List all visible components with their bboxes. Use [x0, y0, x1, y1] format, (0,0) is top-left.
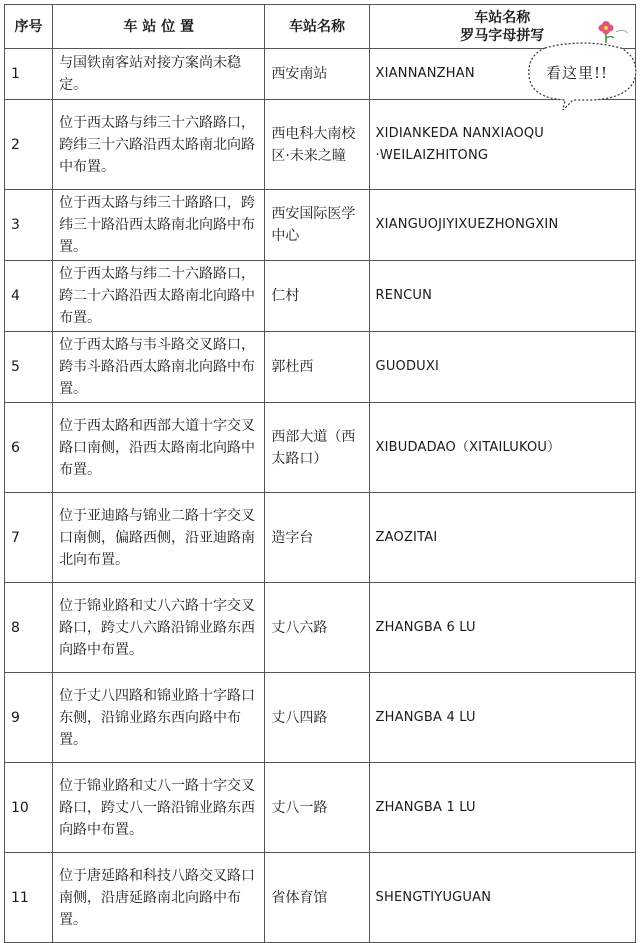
row-no: 6: [5, 403, 53, 493]
row-location: 位于西太路与纬二十六路路口，跨二十六路沿西太路南北向路中布置。: [53, 261, 265, 332]
table-row: [5, 493, 636, 583]
table-row: [5, 190, 636, 261]
row-station-name: 造字台: [265, 493, 369, 583]
header-location: 车 站 位 置: [53, 5, 265, 49]
header-pinyin-line2: 罗马字母拼写: [460, 27, 545, 44]
row-no: 7: [5, 493, 53, 583]
row-pinyin: ZHANGBA 6 LU: [369, 583, 635, 673]
row-no: 3: [5, 190, 53, 261]
row-pinyin: XIBUDADAO（XITAILUKOU）: [369, 403, 635, 493]
row-no: 2: [5, 100, 53, 190]
row-pinyin: XIANGUOJIYIXUEZHONGXIN: [369, 190, 635, 261]
row-station-name: 丈八一路: [265, 763, 369, 853]
row-station-name: 省体育馆: [265, 853, 369, 943]
row-no: 1: [5, 49, 53, 100]
header-pinyin-line1: 车站名称: [474, 9, 531, 26]
row-location: 位于西太路与韦斗路交叉路口，跨韦斗路沿西太路南北向路中布置。: [53, 332, 265, 403]
header-no: 序号: [5, 5, 53, 49]
row-pinyin: ZHANGBA 1 LU: [369, 763, 635, 853]
row-station-name: 西安南站: [265, 49, 369, 100]
row-pinyin: RENCUN: [369, 261, 635, 332]
row-location: 位于亚迪路与锦业二路十字交叉口南侧，偏路西侧，沿亚迪路南北向布置。: [53, 493, 265, 583]
row-location: 与国铁南客站对接方案尚未稳定。: [53, 49, 265, 100]
row-location: 位于西太路与纬三十六路路口，跨纬三十六路沿西太路南北向路中布置。: [53, 100, 265, 190]
row-station-name: 郭杜西: [265, 332, 369, 403]
row-station-name: 西安国际医学中心: [265, 190, 369, 261]
row-no: 9: [5, 673, 53, 763]
row-location: 位于锦业路和丈八六路十字交叉路口，跨丈八六路沿锦业路东西向路中布置。: [53, 583, 265, 673]
row-pinyin: ZHANGBA 4 LU: [369, 673, 635, 763]
table-row: [5, 403, 636, 493]
header-name: 车站名称: [265, 5, 369, 49]
row-location: 位于唐延路和科技八路交叉路口南侧，沿唐延路南北向路中布置。: [53, 853, 265, 943]
table-row: [5, 763, 636, 853]
row-pinyin: SHENGTIYUGUAN: [369, 853, 635, 943]
row-no: 8: [5, 583, 53, 673]
row-station-name: 西电科大南校区·未来之瞳: [265, 100, 369, 190]
row-pinyin: XIANNANZHAN: [369, 49, 635, 100]
row-station-name: 西部大道（西太路口）: [265, 403, 369, 493]
table-row: [5, 853, 636, 943]
station-table: [4, 4, 636, 943]
table-row: [5, 673, 636, 763]
table-row: [5, 100, 636, 190]
table-row: [5, 261, 636, 332]
row-location: 位于锦业路和丈八一路十字交叉路口，跨丈八一路沿锦业路东西向路中布置。: [53, 763, 265, 853]
row-station-name: 丈八六路: [265, 583, 369, 673]
bubble-text: 看这里!!: [546, 64, 609, 82]
row-station-name: 仁村: [265, 261, 369, 332]
row-no: 11: [5, 853, 53, 943]
row-pinyin: XIDIANKEDA NANXIAOQU ·WEILAIZHITONG: [369, 100, 635, 190]
row-station-name: 丈八四路: [265, 673, 369, 763]
row-no: 5: [5, 332, 53, 403]
row-no: 10: [5, 763, 53, 853]
row-pinyin: ZAOZITAI: [369, 493, 635, 583]
row-no: 4: [5, 261, 53, 332]
row-location: 位于西太路和西部大道十字交叉路口南侧，沿西太路南北向路中布置。: [53, 403, 265, 493]
row-pinyin: GUODUXI: [369, 332, 635, 403]
row-location: 位于西太路与纬三十路路口，跨纬三十路沿西太路南北向路中布置。: [53, 190, 265, 261]
table-row: [5, 332, 636, 403]
table-row: [5, 583, 636, 673]
row-location: 位于丈八四路和锦业路十字路口东侧，沿锦业路东西向路中布置。: [53, 673, 265, 763]
flower-icon: [594, 16, 634, 46]
